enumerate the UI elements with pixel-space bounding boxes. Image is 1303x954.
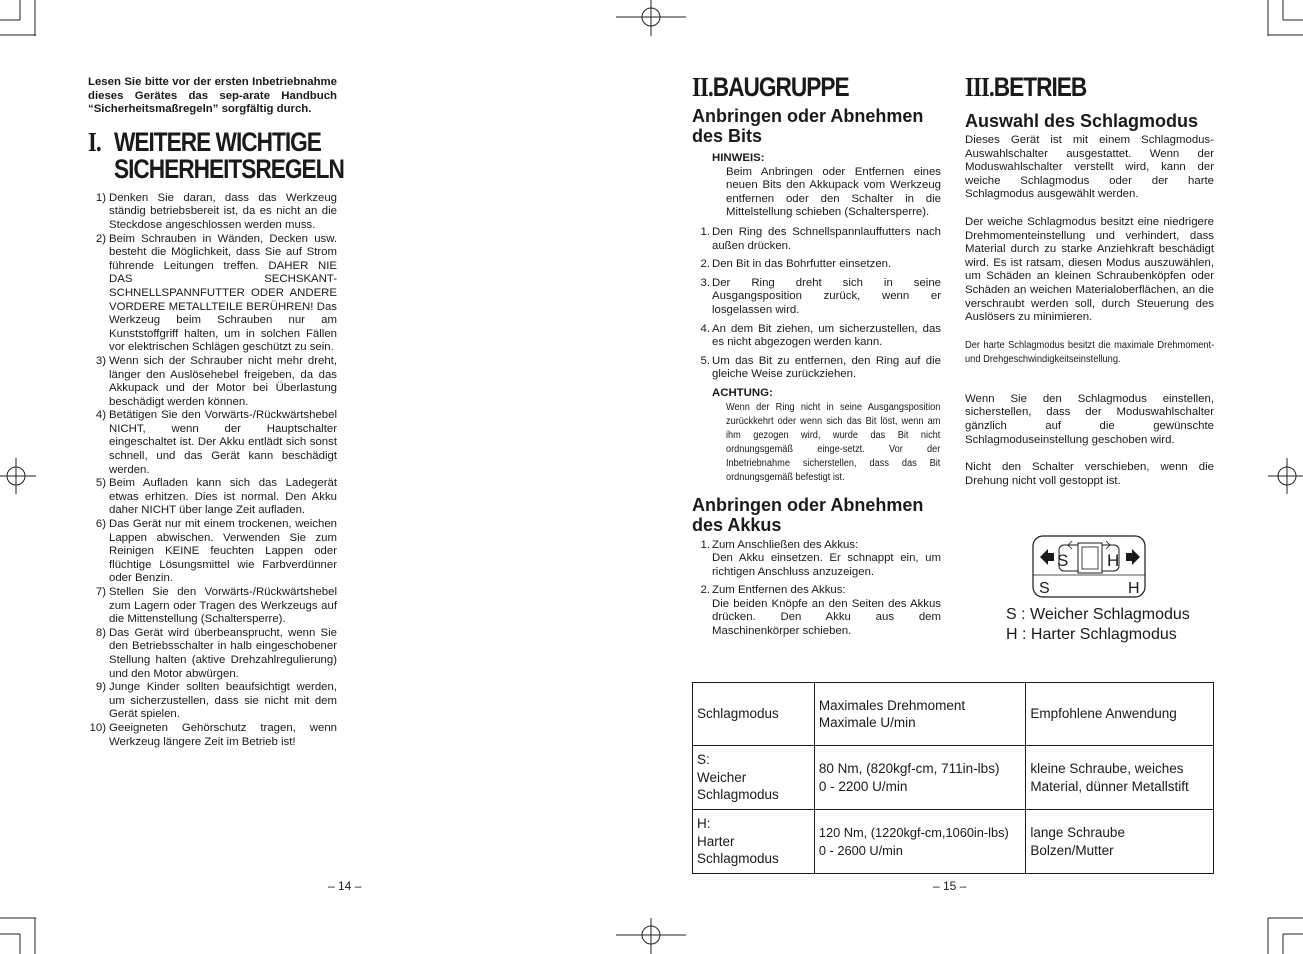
list-item: 5. Um das Bit zu entfernen, den Ring auf die gleiche Weise zurückziehen. — [700, 354, 941, 381]
paragraph: Der harte Schlagmodus besitzt die maximale Drehmoment- und Drehgeschwindigkeitseinstellung. — [965, 339, 1215, 365]
table-cell: S: Weicher Schlagmodus — [693, 746, 815, 810]
paragraph: Der weiche Schlagmodus besitzt eine niedrigere Drehmomenteinstellung und verhindert, dass Material durch zu starke Anziehkraft beschädigt wird. Es ist ratsam, diesen Modus auszuwählen, um Schäden an kleinen Schraubenköpfen oder Schäden an weichen Materialoberflächen, an die verschraubt werden soll, durch Steuerung des Auslösers zu minimieren. — [965, 215, 1214, 324]
list-item: 1. Den Ring des Schnellspannlauffutters nach außen drücken. — [700, 225, 941, 252]
switch-label-s: S — [1057, 551, 1069, 570]
subheading-akku: Anbringen oder Abnehmen des Akkus — [692, 494, 924, 535]
list-item: 3. Der Ring dreht sich in seine Ausgangsposition zurück, wenn er losgelassen wird. — [700, 276, 941, 316]
list-item: 4. An dem Bit ziehen, um sicherzustellen, das es nicht abgezogen werden kann. — [700, 322, 941, 349]
list-item: 2. Den Bit in das Bohrfutter einsetzen. — [700, 258, 892, 271]
table-cell: kleine Schraube, weiches Material, dünner Metallstift — [1026, 746, 1214, 810]
section-numeral: I. — [88, 126, 101, 157]
list-item: 8) Das Gerät wird überbeansprucht, wenn Sie den Betriebsschalter in halb eingeschobener Stellung halten (aktive Drehzahlregulierung) und den Motor abwürgen. — [95, 626, 337, 680]
page-number-right: – 15 – — [933, 879, 967, 893]
section-heading-2 — [692, 74, 901, 104]
list-item: 2) Beim Schrauben in Wänden, Decken usw. besteht die Möglichkeit, dass Sie auf Strom führende Leitungen treffen. DAHER NIE DAS SECHSKANT-SCHNELLSPANNFUTTER ODER ANDERE VORDERE METALLTEILE BERÜHREN! Das Werkzeug beim Schrauben nur am Kunststoffgriff halten, um in solchen Fällen vor elektrischen Schlägen geschützt zu sein. — [95, 232, 337, 354]
right-column — [965, 74, 1214, 488]
list-item: 9) Junge Kinder sollten beaufsichtigt werden, um sicherzustellen, dass sie nicht mit dem Gerät spielen. — [95, 681, 337, 721]
list-item: 1. Zum Anschließen des Akkus: Den Akku einsetzen. Er schnappt ein, um richtigen Anschluss anzuzeigen. — [700, 538, 941, 578]
table-cell: Empfohlene Anwendung — [1026, 683, 1214, 746]
section-title-line2: SICHERHEITSREGELN — [114, 153, 344, 184]
switch-label-s-bottom: S — [1039, 580, 1050, 597]
subheading-bits: Anbringen oder Abnehmen des Bits — [692, 106, 924, 146]
paragraph: Dieses Gerät ist mit einem Schlagmodus-Auswahlschalter ausgestattet. Wenn der Moduswahlschalter verstellt wird, kann der weiche Schlagmodus oder der harte Schlagmodus ausgewählt werden. — [965, 134, 1214, 201]
impact-mode-table — [692, 682, 1214, 874]
intro-note: Lesen Sie bitte vor der ersten Inbetriebnahme dieses Gerätes das sep-arate Handbuch “Sicherheitsmaßregeln” sorgfältig durch. — [88, 76, 337, 116]
list-item: 7) Stellen Sie den Vorwärts-/Rückwärtshebel zum Lagern oder Tragen des Werkzeugs auf die Mittenstellung (Schaltersperre). — [95, 586, 337, 626]
page-number-left: – 14 – — [328, 879, 362, 893]
list-item: 10) Geeigneten Gehörschutz tragen, wenn Werkzeug längere Zeit im Betrieb ist! — [89, 721, 337, 748]
table-cell: Schlagmodus — [693, 683, 815, 746]
safety-rules-list — [88, 192, 337, 749]
section-title-line1: WEITERE WICHTIGE — [114, 126, 321, 157]
section-heading-1 — [88, 126, 344, 184]
table-cell: 120 Nm, (1220kgf-cm,1060in-lbs) 0 - 2600 U/min — [814, 810, 1026, 874]
section-numeral: II. — [692, 72, 713, 102]
achtung-text: Wenn der Ring nicht in seine Ausgangsposition zurückkehrt oder wenn sich das Bit löst, wenn am ihm gezogen wird, wurde das Bit nicht ordnungsgemäß einge-setzt. Vor der Inbetriebnahme sicherstellen, dass das Bit ordnungsgemäß befestigt ist. — [726, 401, 941, 483]
hinweis-text: Beim Anbringen oder Entfernen eines neuen Bits den Akkupack vom Werkzeug entfernen oder den Schalter in die Mittelstellung schieben (Schaltersperre). — [726, 165, 941, 219]
paragraph: Wenn Sie den Schlagmodus einstellen, sicherstellen, dass der Moduswahlschalter gänzlich auf die gewünschte Schlagmoduseinstellung geschoben wird. — [965, 392, 1214, 446]
switch-label-h-bottom: H — [1128, 580, 1140, 597]
section-title: BETRIEB — [993, 72, 1087, 102]
table-cell: Maximales Drehmoment Maximale U/min — [814, 683, 1026, 746]
achtung-label: ACHTUNG: — [712, 386, 773, 399]
table-cell: 80 Nm, (820kgf-cm, 711in-lbs) 0 - 2200 U/min — [814, 746, 1026, 810]
list-item: 2. Zum Entfernen des Akkus: Die beiden Knöpfe an den Seiten des Akkus drücken. Den Akku aus dem Maschinenkörper schieben. — [700, 584, 941, 638]
left-column — [88, 76, 344, 749]
table-row — [693, 683, 1214, 746]
section-title: BAUGRUPPE — [712, 72, 849, 102]
list-item: 5) Beim Aufladen kann sich das Ladegerät etwas erhitzen. Dies ist normal. Den Akku daher NICHT über lange Zeit aufladen. — [95, 477, 337, 517]
list-item: 3) Wenn sich der Schrauber nicht mehr dreht, länger den Auslösehebel freigeben, da das Akkupack und der Motor bei Überlastung beschädigt werden können. — [95, 354, 337, 408]
list-item: 4) Betätigen Sie den Vorwärts-/Rückwärtshebel NICHT, wenn der Hauptschalter eingeschaltet ist. Der Akku entlädt sich sonst schnell, und das Gerät kann beschädigt werden. — [95, 409, 337, 476]
legend-soft-mode: S : Weicher Schlagmodus — [1006, 606, 1190, 623]
middle-column — [692, 74, 941, 644]
list-item: 1) Denken Sie daran, dass das Werkzeug ständig betriebsbereit ist, da es nicht an die Steckdose angeschlossen werden muss. — [95, 191, 337, 231]
section-heading-3 — [965, 74, 1174, 104]
subheading-schlagmodus: Auswahl des Schlagmodus — [965, 111, 1199, 131]
table-cell: H: Harter Schlagmodus — [693, 810, 815, 874]
table-row — [693, 810, 1214, 874]
switch-label-h: H — [1107, 551, 1120, 570]
table-cell: lange Schraube Bolzen/Mutter — [1026, 810, 1214, 874]
legend-hard-mode: H : Harter Schlagmodus — [1006, 626, 1177, 643]
paragraph: Nicht den Schalter verschieben, wenn die Drehung nicht voll gestoppt ist. — [965, 461, 1214, 487]
hinweis-label: HINWEIS: — [712, 152, 765, 164]
list-item: 6) Das Gerät nur mit einem trockenen, weichen Lappen abwischen. Verwenden Sie zum Reinigen KEINE feuchten Lappen oder flüchtige Lösungsmittel wie Farbverdünner oder Benzin. — [95, 518, 337, 585]
section-numeral: III. — [965, 72, 994, 102]
table-row — [693, 746, 1214, 810]
